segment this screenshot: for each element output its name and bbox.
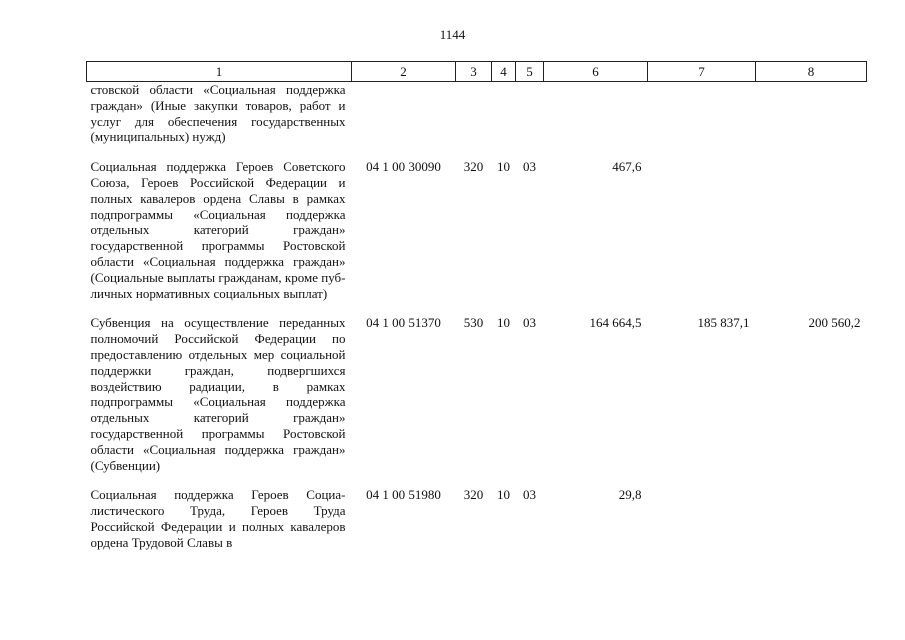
row-amount-2 — [648, 487, 756, 550]
row-amount-2 — [648, 82, 756, 160]
row-pr-code — [516, 82, 544, 160]
column-header-6: 6 — [544, 62, 648, 82]
table-row — [87, 82, 867, 160]
column-header-1: 1 — [87, 62, 352, 82]
table-header — [87, 62, 867, 82]
row-amount-2 — [648, 159, 756, 315]
row-csr-code: 04 1 00 51980 — [366, 487, 441, 503]
row-pr-code: 03 — [523, 315, 536, 331]
row-pr-code: 03 — [523, 159, 536, 175]
row-description: Социальная поддержка Героев Социалистического Труда, Героев Труда Российской Федерации и полных кавалеров ордена Трудовой Славы в — [90, 487, 346, 550]
column-header-4: 4 — [492, 62, 516, 82]
row-amount-1 — [544, 82, 648, 160]
row-description: стовской области «Социальная поддержка граждан» (Иные закупки товаров, работ и услуг для обеспечения государственных (муниципальных) нужд) — [90, 82, 346, 145]
row-amount-1: 164 664,5 — [589, 315, 642, 331]
row-rz-code — [492, 82, 516, 160]
row-amount-3 — [756, 159, 867, 315]
page-number: 1144 — [439, 27, 466, 42]
row-description: Субвенция на осуществление переданных полномочий Российской Федерации по предоставлению отдельных мер социальной поддержки граждан, подвергшихся воздействию радиации, в рамках подпрограммы «Социальная поддержка отдельных категорий граждан» государственной программы Ростовской области «Социальная поддержка граждан» (Субвенции) — [90, 315, 346, 473]
row-pr-code: 03 — [523, 487, 536, 503]
row-csr-code — [352, 82, 456, 160]
row-rz-code: 10 — [497, 159, 510, 175]
row-vr-code: 320 — [463, 487, 484, 503]
column-header-5: 5 — [516, 62, 544, 82]
row-vr-code — [456, 82, 492, 160]
table-row — [87, 159, 867, 315]
row-csr-code: 04 1 00 51370 — [366, 315, 441, 331]
row-amount-1: 467,6 — [612, 159, 642, 175]
column-header-3: 3 — [456, 62, 492, 82]
row-amount-3: 200 560,2 — [808, 315, 861, 331]
row-amount-3 — [756, 82, 867, 160]
table-row — [87, 315, 867, 487]
column-header-8: 8 — [756, 62, 867, 82]
row-vr-code: 530 — [463, 315, 484, 331]
row-csr-code: 04 1 00 30090 — [366, 159, 441, 175]
budget-table — [86, 61, 867, 551]
table-row — [87, 487, 867, 550]
row-amount-1: 29,8 — [618, 487, 642, 503]
row-description: Социальная поддержка Героев Советского Союза, Героев Российской Федерации и полных кавалеров ордена Славы в рамках подпрограммы «Социальная поддержка отдельных категорий граждан» государственной программы Ростовской области «Социальная поддержка граждан» (Социальные выплаты гражданам, кроме публичных нормативных социальных выплат) — [90, 159, 346, 301]
column-header-2: 2 — [352, 62, 456, 82]
row-amount-2: 185 837,1 — [697, 315, 750, 331]
row-amount-3 — [756, 487, 867, 550]
row-rz-code: 10 — [497, 315, 510, 331]
row-rz-code: 10 — [497, 487, 510, 503]
row-vr-code: 320 — [463, 159, 484, 175]
column-header-7: 7 — [648, 62, 756, 82]
